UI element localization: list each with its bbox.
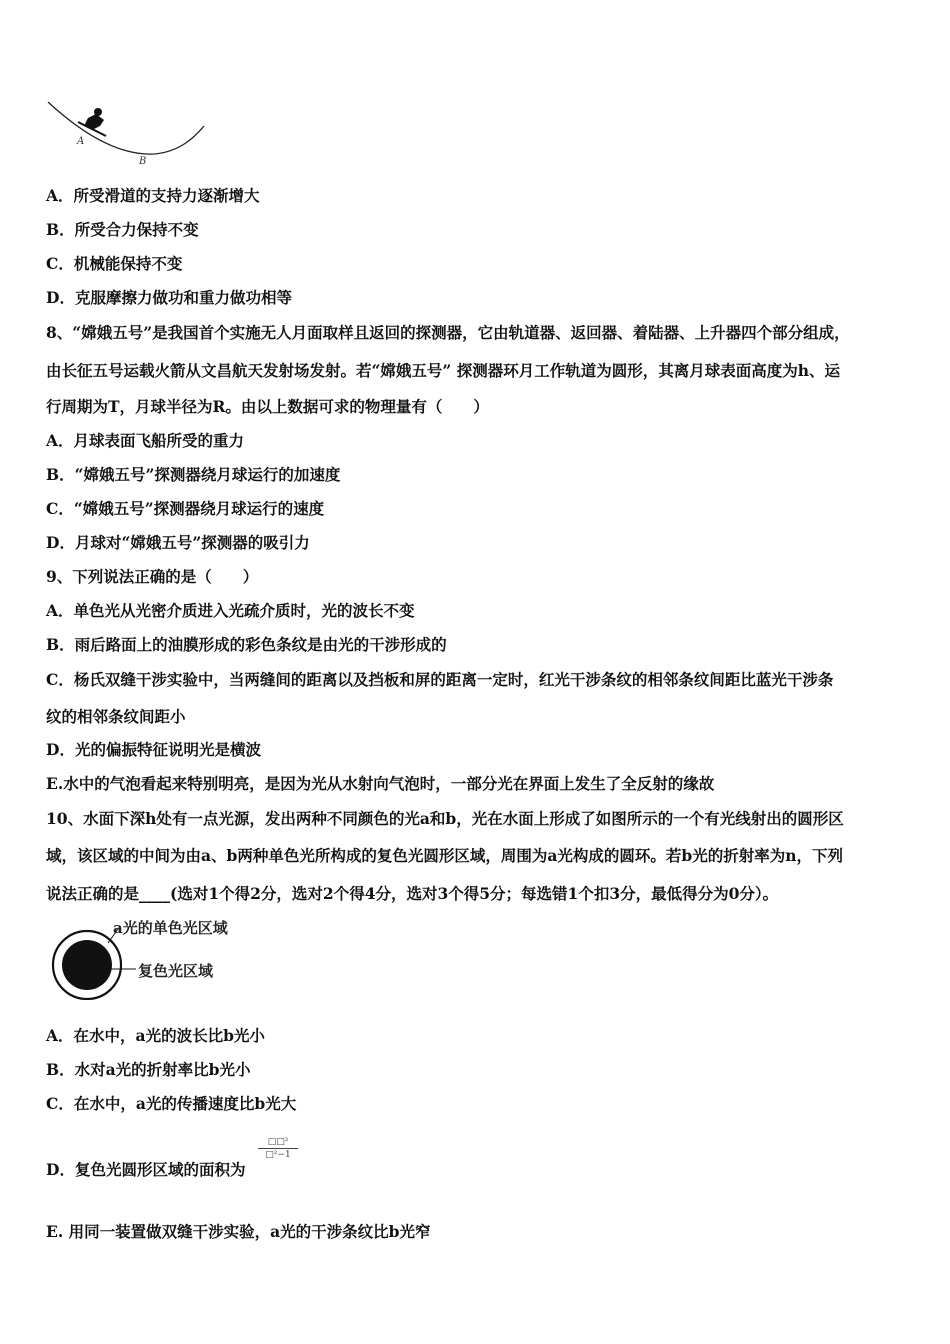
q8-option-c: C．“嫦娥五号”探测器绕月球运行的速度 <box>46 499 325 518</box>
q8-stem-line-1: 8、“嫦娥五号”是我国首个实施无人月面取样且返回的探测器，它由轨道器、返回器、着陆器、上升器四个部分组成， <box>46 323 850 342</box>
q8-option-d: D．月球对“嫦娥五号”探测器的吸引力 <box>46 533 310 552</box>
q9-option-d: D．光的偏振特征说明光是横波 <box>46 740 261 759</box>
q7-option-d: D．克服摩擦力做功和重力做功相等 <box>46 288 292 307</box>
formula-numerator: □□² <box>267 1137 289 1147</box>
q10-option-e: E. 用同一装置做双缝干涉实验，a光的干涉条纹比b光窄 <box>46 1222 431 1241</box>
q9-option-c-line-1: C．杨氏双缝干涉实验中，当两缝间的距离以及挡板和屏的距离一定时，红光干涉条纹的相邻条纹间距比蓝光干涉条 <box>46 670 834 689</box>
q8-option-b: B．“嫦娥五号”探测器绕月球运行的加速度 <box>46 465 341 484</box>
q7-label-a: A <box>77 136 85 147</box>
q10-option-a: A．在水中，a光的波长比b光小 <box>46 1026 265 1045</box>
skier-icon <box>78 108 106 136</box>
q9-option-c-line-2: 纹的相邻条纹间距小 <box>46 707 186 726</box>
q10-stem-line-2: 域，该区域的中间为由a、b两种单色光所构成的复色光圆形区域，周围为a光构成的圆环。若b光的折射率为n，下列 <box>46 846 844 865</box>
q7-option-c: C．机械能保持不变 <box>46 254 183 273</box>
q7-track-svg <box>44 96 214 168</box>
q7-figure <box>44 96 214 168</box>
q9-option-b: B．雨后路面上的油膜形成的彩色条纹是由光的干涉形成的 <box>46 635 447 654</box>
q7-label-b: B <box>139 156 147 167</box>
q8-option-a: A．月球表面飞船所受的重力 <box>46 431 245 450</box>
q9-stem: 9、下列说法正确的是（ ） <box>46 567 259 586</box>
formula-denominator: □²−1 <box>265 1150 291 1160</box>
q10-ring-label: a光的单色光区域 <box>113 919 228 937</box>
q10-stem-line-3: 说法正确的是____(选对1个得2分，选对2个得4分，选对3个得5分；每选错1个扣3分，最低得分为0分）。 <box>46 884 779 903</box>
composite-core <box>62 940 112 990</box>
q10-option-d: D．复色光圆形区域的面积为 <box>46 1160 246 1179</box>
q10-formula <box>258 1137 298 1160</box>
q10-figure <box>48 915 288 1005</box>
q10-stem-line-1: 10、水面下深h处有一点光源，发出两种不同颜色的光a和b，光在水面上形成了如图所示的一个有光线射出的圆形区 <box>46 809 844 828</box>
formula-fraction-bar <box>258 1148 298 1149</box>
q10-option-c: C．在水中，a光的传播速度比b光大 <box>46 1094 297 1113</box>
q10-core-label: 复色光区域 <box>138 962 214 980</box>
q9-option-a: A．单色光从光密介质进入光疏介质时，光的波长不变 <box>46 601 415 620</box>
q7-option-b: B．所受合力保持不变 <box>46 220 199 239</box>
q7-option-a: A．所受滑道的支持力逐渐增大 <box>46 186 260 205</box>
q7-track-curve <box>48 102 204 154</box>
q8-stem-line-3: 行周期为T，月球半径为R。由以上数据可求的物理量有（ ） <box>46 397 489 416</box>
q8-stem-line-2: 由长征五号运载火箭从文昌航天发射场发射。若“嫦娥五号” 探测器环月工作轨道为圆形，其离月球表面高度为h、运 <box>46 361 841 380</box>
q10-option-b: B．水对a光的折射率比b光小 <box>46 1060 251 1079</box>
q9-option-e: E.水中的气泡看起来特别明亮，是因为光从水射向气泡时，一部分光在界面上发生了全反射的缘故 <box>46 774 715 793</box>
